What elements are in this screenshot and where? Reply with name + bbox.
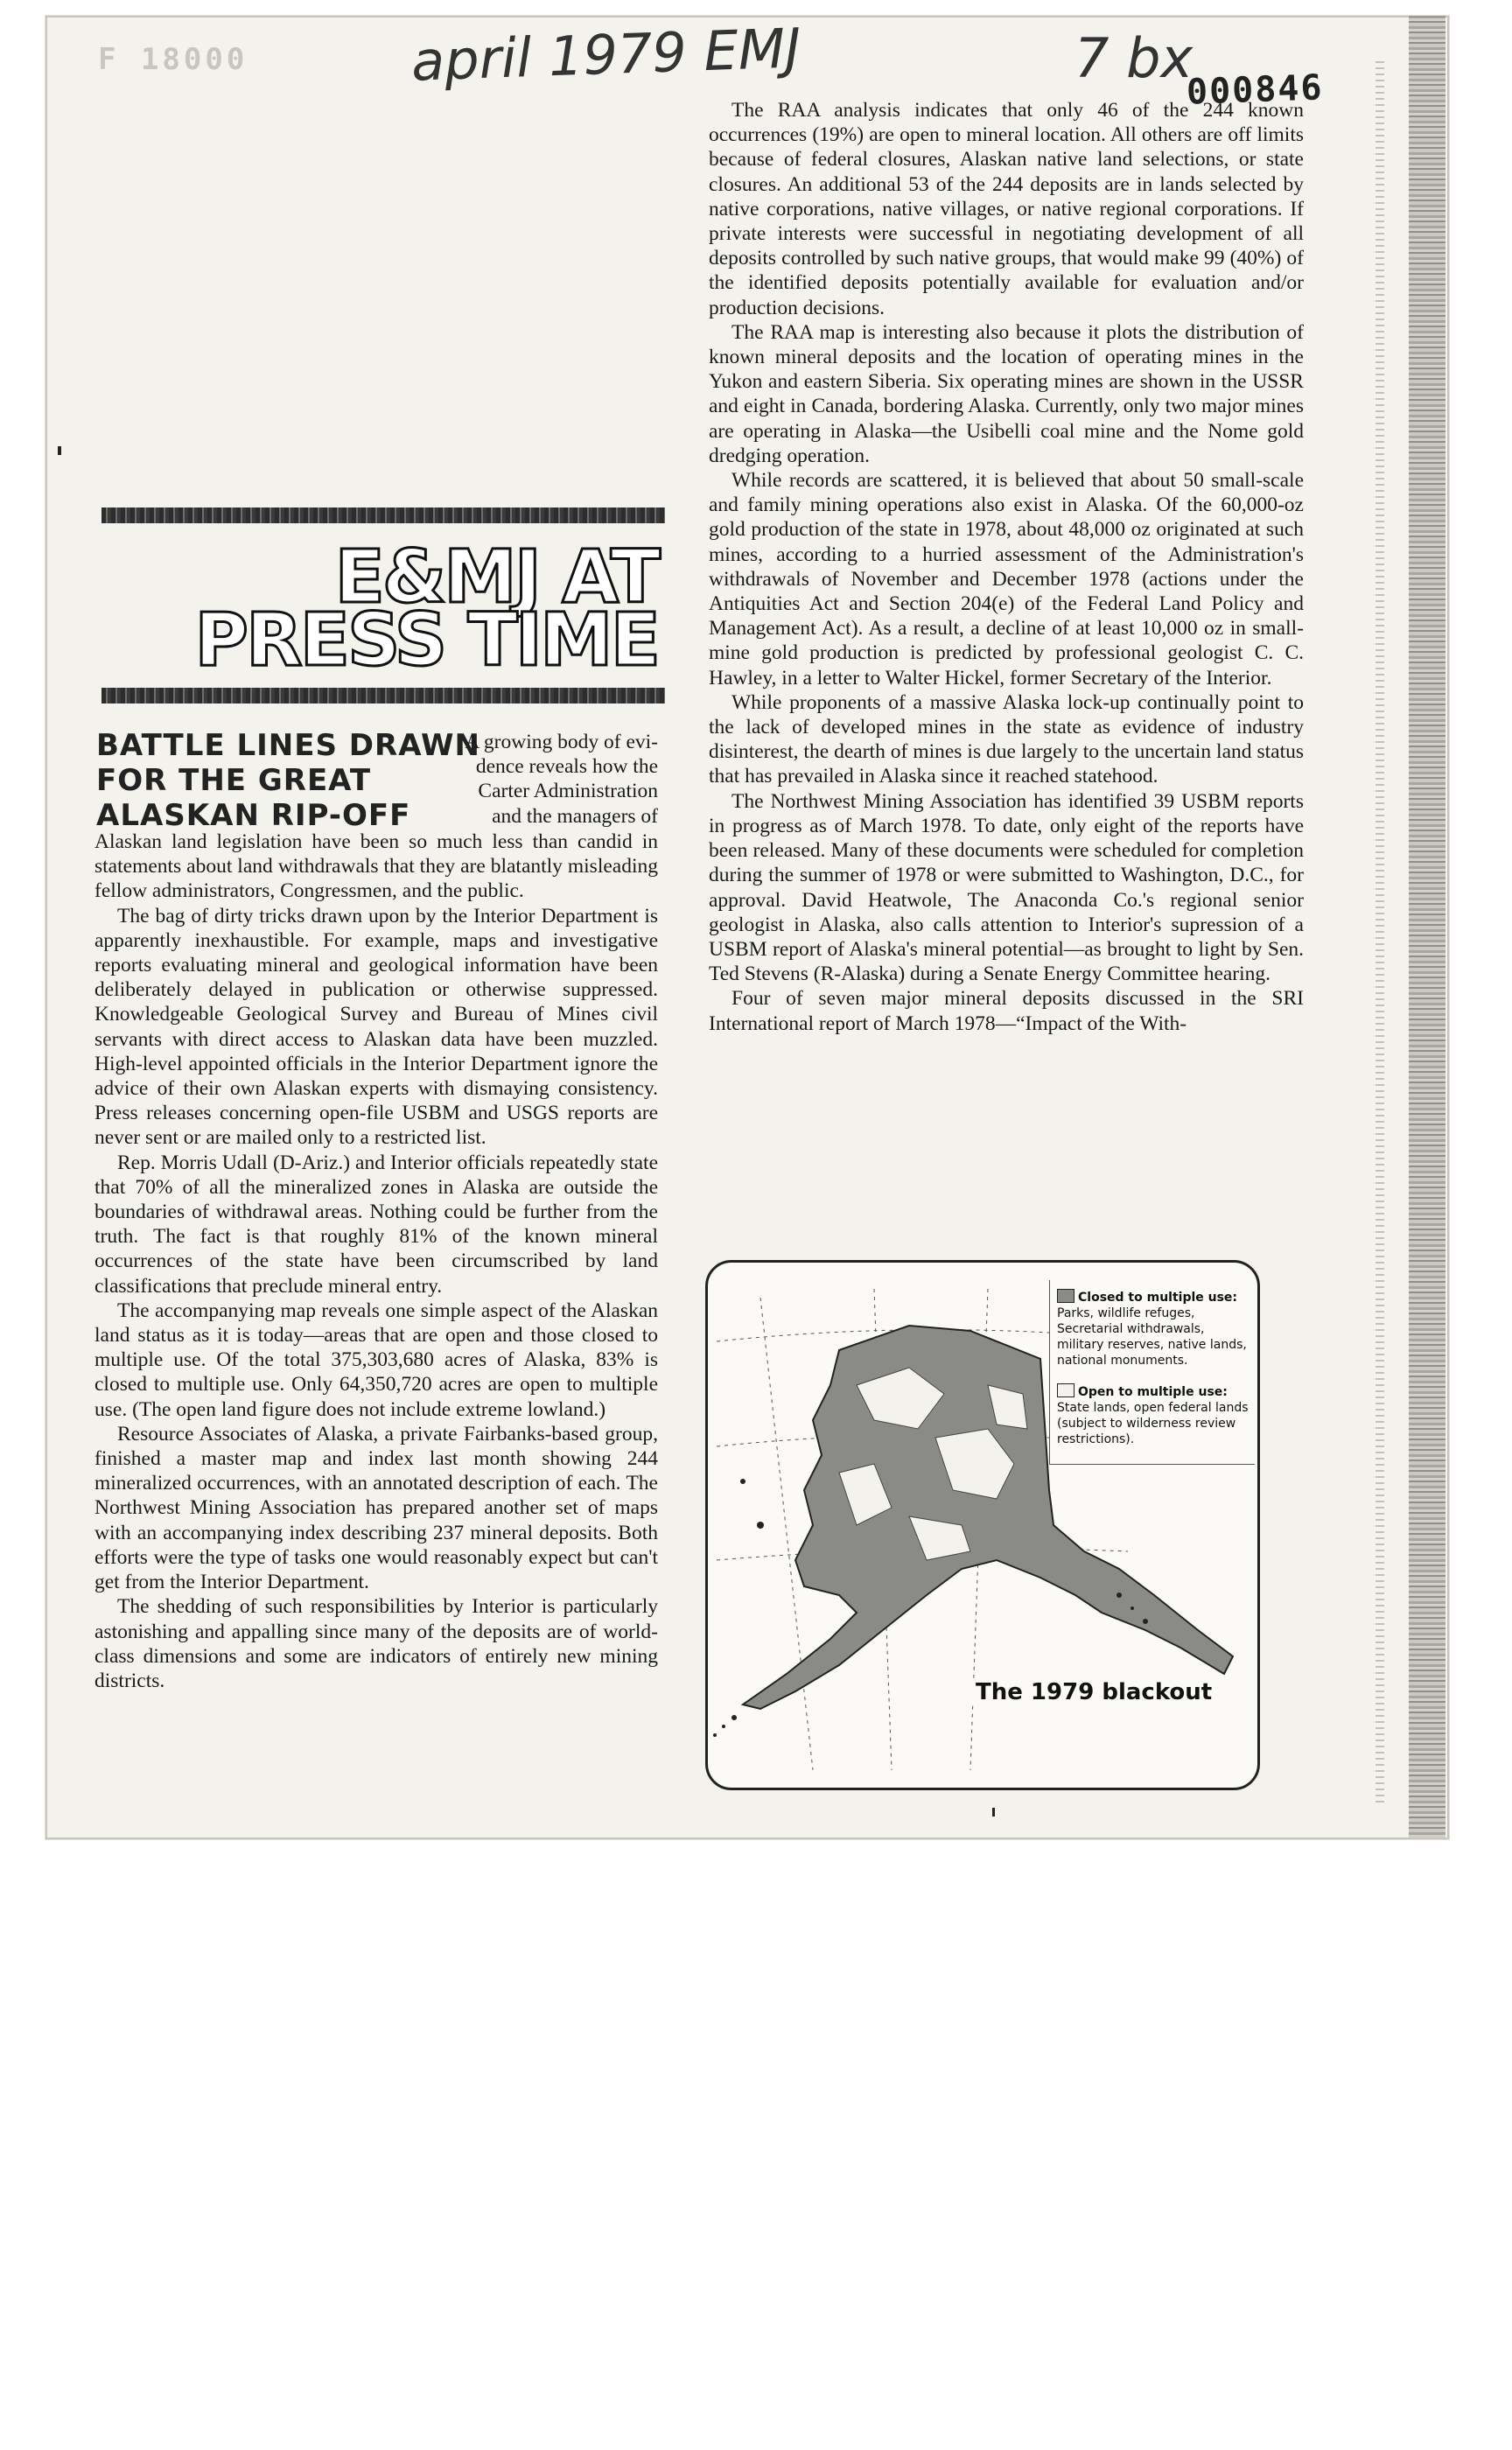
alaska-land-status-map (705, 1260, 1260, 1790)
masthead-line-1: E&MJ AT (334, 534, 658, 620)
handwritten-note: april 1979 EMJ (410, 16, 802, 94)
headline-line: ALASKAN RIP-OFF (96, 798, 411, 833)
legend-closed-desc: Parks, wildlife refuges, Secretarial withdrawals, military reserves, native lands, national monuments. (1057, 1306, 1247, 1368)
legend-open-desc: State lands, open federal lands (subject to wilderness review restrictions). (1057, 1401, 1249, 1446)
paragraph: The RAA map is interesting also because it plots the distribution of known mineral deposits and the location of operating mines in the Yukon and eastern Siberia. Six operating mines are shown in the USSR and eight in Canada, bordering Alaska. Currently, only two major mines are operating in Alaska—the Usibelli coal mine and the Nome gold dredging operation. (709, 320, 1304, 467)
paragraph: Four of seven major mineral deposits discussed in the SRI International report of March 1978—“Impact of the With- (709, 987, 1304, 1035)
article-headline (96, 728, 480, 833)
masthead-rule-bottom (102, 688, 665, 704)
paragraph: The shedding of such responsibilities by Interior is particularly astonishing and appalling since many of the deposits are of world-class dimensions and some are indicators of entirely new mining districts. (94, 1595, 658, 1692)
masthead-rule-top (102, 508, 665, 523)
legend-open-title: Open to multiple use: (1078, 1385, 1228, 1399)
paragraph: The RAA analysis indicates that only 46 of the 244 known occurrences (19%) are open to mineral location. All others are off limits because of federal closures, Alaskan native land selections, or state closures. An additional 53 of the 244 deposits are in lands selected by native corporations, native villages, or native regional corporations. If private interests were successful in negotiating development of all deposits controlled by such native groups, that would make 99 (40%) of the identified deposits potentially available for evaluation and/or production decisions. (709, 99, 1304, 319)
lead-line: and the managers of (492, 804, 658, 828)
lead-line: Carter Administration (478, 780, 658, 803)
scan-mark (992, 1808, 995, 1816)
headline-line: FOR THE GREAT (96, 763, 372, 798)
article-lead (438, 730, 658, 829)
legend-open (1057, 1383, 1251, 1447)
legend-closed (1057, 1289, 1251, 1368)
legend-closed-title: Closed to multiple use: (1078, 1291, 1238, 1305)
paragraph: Alaskan land legislation have been so much less than candid in statements about land withdrawals that they are blatantly misleading fellow administrators, Congressmen, and the public. (94, 830, 658, 903)
paragraph: The accompanying map reveals one simple aspect of the Alaskan land status as it is today—areas that are open and those closed to multiple use. Of the total 375,303,680 acres of Alaska, 83% is closed to multiple use. Only 64,350,720 acres are open to multiple use. (The open land figure does not include extreme lowland.) (94, 1298, 658, 1421)
legend-closed-swatch (1057, 1289, 1074, 1303)
map-title: The 1979 blackout (970, 1679, 1217, 1705)
map-legend (1049, 1280, 1255, 1465)
headline-line: BATTLE LINES DRAWN (96, 728, 480, 763)
left-column (94, 830, 658, 1693)
lead-line: dence reveals how the (475, 755, 658, 779)
handwritten-note-right: 7 bx (1074, 26, 1194, 90)
scan-edge-artifact (1409, 16, 1446, 1838)
masthead-line-2: PRESS TIME (194, 597, 658, 682)
scan-edge-artifact-inner (1376, 61, 1384, 1802)
scan-mark (58, 446, 61, 455)
right-column (709, 98, 1304, 1036)
masthead (102, 508, 665, 709)
paragraph: The bag of dirty tricks drawn upon by the Interior Department is apparently inexhaustible. For example, maps and investigative reports evaluating mineral and geological information have been deliberately delayed in publication or otherwise suppressed. Knowledgeable Geological Survey and Bureau of Mines civil servants with direct access to Alaskan data have been muzzled. High-level appointed officials in the Interior Department ignore the advice of their own Alaskan experts with dismaying consistency. Press releases concerning open-file USBM and USGS reports are never sent or are mailed only to a restricted list. (94, 904, 658, 1150)
paragraph: While proponents of a massive Alaska lock-up continually point to the lack of developed mines in the state as evidence of industry disinterest, the dearth of mines is due largely to the uncertain land status that has prevailed in Alaska since it reached statehood. (709, 690, 1304, 788)
paragraph: Resource Associates of Alaska, a private Fairbanks-based group, finished a master map and index last month showing 244 mineralized occurrences, with an annotated description of each. The Northwest Mining Association has prepared another set of maps with an accompanying index describing 237 mineral deposits. Both efforts were the type of tasks one would reasonably expect but can't get from the Interior Department. (94, 1422, 658, 1594)
paragraph: The Northwest Mining Association has identified 39 USBM reports in progress as of March 1978. To date, only eight of the reports have been released. Many of these documents were scheduled for completion during the summer of 1978 or were submitted to Washington, D.C., for approval. David Heatwole, The Anaconda Co.'s regional senior geologist in Alaska, also calls attention to Interior's supression of a USBM report of Alaska's mineral potential—as brought to light by Sen. Ted Stevens (R-Alaska) during a Senate Energy Committee hearing. (709, 789, 1304, 986)
legend-open-swatch (1057, 1383, 1074, 1397)
lead-line: A growing body of evi- (465, 731, 658, 753)
paragraph: While records are scattered, it is believed that about 50 small-scale and family mining operations also exist in Alaska. Of the 60,000-oz gold production of the state in 1978, about 48,000 oz originated at such mines, according to a hurried assessment of the Administration's withdrawals of November and December 1978 (actions under the Antiquities Act and Section 204(e) of the Federal Land Policy and Management Act). As a result, a decline of at least 10,000 oz in small-mine gold production is predicted by professional geologist C. C. Hawley, in a letter to Walter Hickel, former Secretary of the Interior. (709, 469, 1304, 690)
stamp-right: 000846 (1186, 67, 1325, 113)
paragraph: Rep. Morris Udall (D-Ariz.) and Interior officials repeatedly state that 70% of all the mineralized zones in Alaska are outside the boundaries of withdrawal areas. Nothing could be further from the truth. The fact is that roughly 81% of the known mineral occurrences of the state have been circumscribed by land classifications that preclude mineral entry. (94, 1151, 658, 1298)
stamp-left: F 18000 (98, 42, 248, 77)
